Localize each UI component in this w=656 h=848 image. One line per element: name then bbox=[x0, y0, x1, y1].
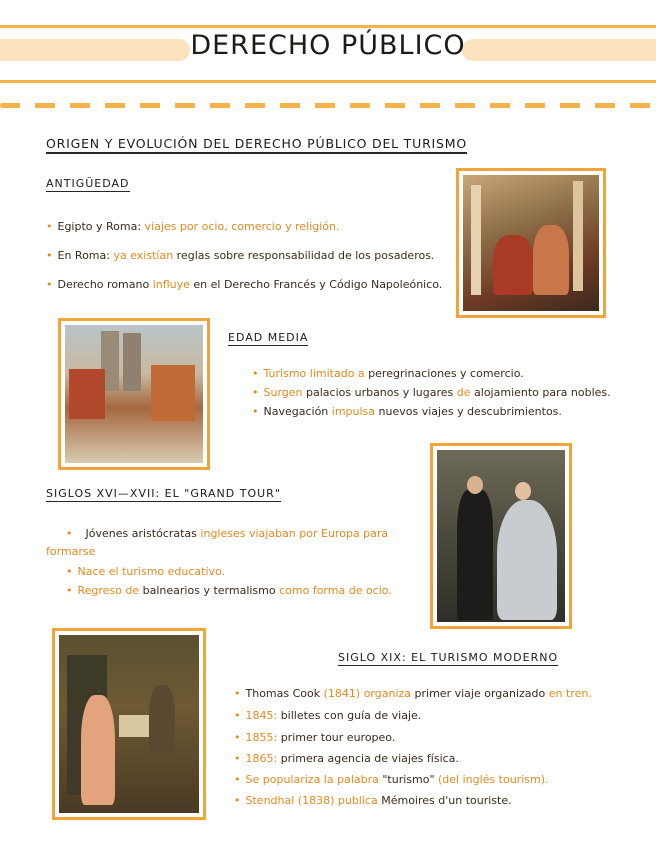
grand-tour-bullet-2: • Nace el turismo educativo. bbox=[66, 565, 226, 578]
roman-feast-painting bbox=[456, 168, 606, 318]
aristocratic-couple-portrait bbox=[430, 443, 572, 629]
grand-tour-bullet-3: • Regreso de balnearios y termalismo como forma de ocio. bbox=[66, 584, 392, 597]
grand-tour-heading: SIGLOS XVI—XVII: EL "GRAND TOUR" bbox=[46, 487, 281, 500]
grand-tour-bullet-1-cont: formarse bbox=[46, 545, 96, 558]
edad-media-heading: EDAD MEDIA bbox=[228, 331, 309, 344]
siglo-xix-bullet-6: • Stendhal (1838) publica Mémoires d'un touriste. bbox=[234, 794, 512, 807]
edad-media-bullet-3: • Navegación impulsa nuevos viajes y descubrimientos. bbox=[252, 405, 562, 418]
antiguedad-bullet-2: • En Roma: ya existían reglas sobre responsabilidad de los posaderos. bbox=[46, 249, 435, 262]
siglo-xix-bullet-4: • 1865: primera agencia de viajes física. bbox=[234, 752, 459, 765]
page-title: DERECHO PÚBLICO bbox=[190, 30, 466, 61]
siglo-xix-bullet-2: • 1845: billetes con guía de viaje. bbox=[234, 709, 422, 722]
antiguedad-bullet-3: • Derecho romano influye en el Derecho Francés y Código Napoleónico. bbox=[46, 278, 443, 291]
siglo-xix-bullet-3: • 1855: primer tour europeo. bbox=[234, 731, 396, 744]
dashed-divider bbox=[0, 103, 656, 108]
bottom-rule bbox=[0, 80, 656, 83]
siglo-xix-heading: SIGLO XIX: EL TURISMO MODERNO bbox=[338, 651, 559, 664]
antiguedad-heading: ANTIGÜEDAD bbox=[46, 177, 130, 190]
medieval-town-painting bbox=[58, 318, 210, 470]
victorian-interior-painting bbox=[52, 628, 206, 820]
siglo-xix-bullet-1: • Thomas Cook (1841) organiza primer viaje organizado en tren. bbox=[234, 687, 592, 700]
top-rule bbox=[0, 25, 656, 28]
siglo-xix-bullet-5: • Se populariza la palabra "turismo" (del inglés tourism). bbox=[234, 773, 549, 786]
grand-tour-bullet-1: • Jóvenes aristócratas ingleses viajaban por Europa para bbox=[66, 527, 389, 540]
antiguedad-bullet-1: • Egipto y Roma: viajes por ocio, comercio y religión. bbox=[46, 220, 340, 233]
edad-media-bullet-2: • Surgen palacios urbanos y lugares de alojamiento para nobles. bbox=[252, 386, 611, 399]
main-heading: ORIGEN Y EVOLUCIÓN DEL DERECHO PÚBLICO DEL TURISMO bbox=[46, 136, 467, 154]
edad-media-bullet-1: • Turismo limitado a peregrinaciones y comercio. bbox=[252, 367, 524, 380]
